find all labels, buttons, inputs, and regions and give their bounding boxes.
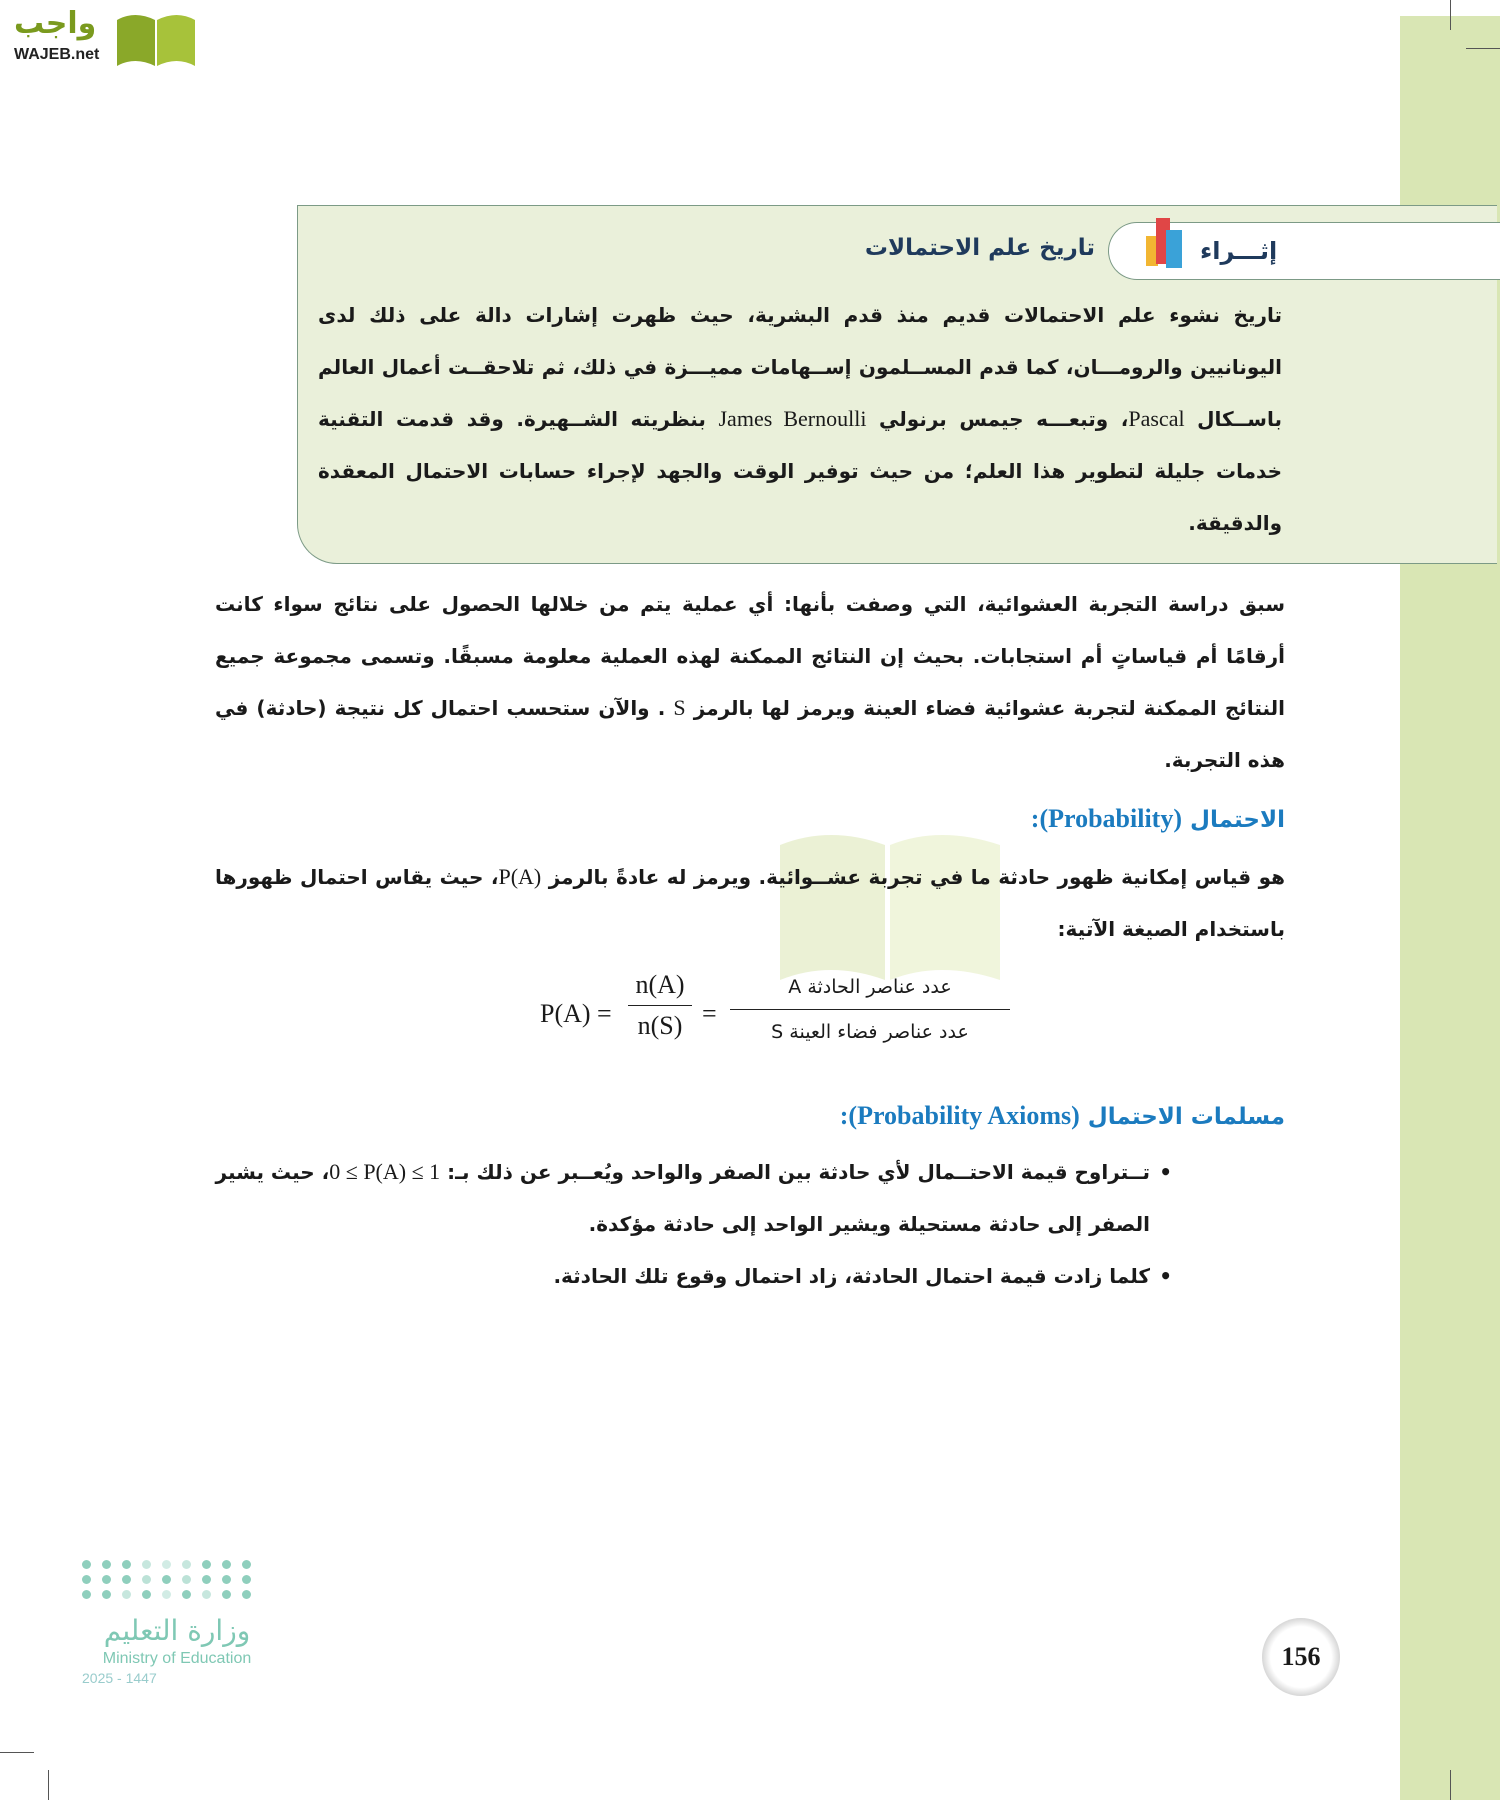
- probability-formula: [540, 969, 1010, 1065]
- crop-mark: [1450, 1770, 1451, 1800]
- wajeb-logo: [10, 6, 190, 66]
- ministry-logo: [82, 1560, 272, 1687]
- ministry-name-arabic: وزارة التعليم: [103, 1614, 251, 1647]
- probability-heading: الاحتمال (Probability):: [1030, 804, 1285, 833]
- crop-mark: [0, 1752, 34, 1753]
- crop-mark: [48, 1770, 49, 1800]
- enrichment-title: تاريخ علم الاحتمالات: [864, 235, 1095, 261]
- crop-mark: [1466, 48, 1500, 49]
- intro-paragraph: سبق دراسة التجربة العشوائية، التي وصفت بأنها: أي عملية يتم من خلالها الحصول على نتائج سواء كانت أرقامًا أم قياساتٍ أم استجابات. بحيث إن النتائج الممكنة لهذه العملية معلومة مسبقًا. وتسمى مجموعة جميع النتائج الممكنة لتجربة عشوائية فضاء العينة ويرمز لها بالرمز S . والآن ستحسب احتمال كل نتيجة (حادثة) في هذه التجربة.: [215, 592, 1286, 772]
- ministry-name-english: Ministry of Education: [102, 1650, 252, 1667]
- list-item: • كلما زادت قيمة احتمال الحادثة، زاد احتمال وقوع تلك الحادثة.: [215, 1250, 1150, 1302]
- formula-lhs: P(A) =: [540, 999, 612, 1028]
- formula-fraction: [628, 969, 692, 1042]
- book-icon: [115, 8, 197, 68]
- logo-arabic: واجب: [14, 6, 97, 41]
- crop-mark: [1450, 0, 1451, 30]
- axioms-list: [215, 1146, 1150, 1302]
- formula-denominator: n(S): [637, 1011, 683, 1040]
- ministry-year: 2025 - 1447: [82, 1670, 157, 1686]
- enrichment-text: تاريخ نشوء علم الاحتمالات قديم منذ قدم البشرية، حيث ظهرت إشارات دالة على ذلك لدى اليونانيين والرومـــان، كما قدم المســلمون إســهامات مميـــزة في ذلك، ثم تلاحقــت أعمال العالم باســكال Pascal، وتبعـــه جيمس برنولي James Bernoulli بنظريته الشــهيرة. وقد قدمت التقنية خدمات جليلة لتطوير هذا العلم؛ من حيث توفير الوقت والجهد لإجراء حسابات الاحتمال المعقدة والدقيقة.: [318, 303, 1282, 535]
- formula-numerator: n(A): [635, 970, 685, 999]
- page-number: 156: [1262, 1618, 1340, 1696]
- formula-arabic-numerator: عدد عناصر الحادثة A: [788, 976, 952, 998]
- bar-chart-icon: [1140, 214, 1190, 270]
- formula-arabic-denominator: عدد عناصر فضاء العينة S: [771, 1021, 969, 1043]
- enrichment-label: إثـــراء: [1200, 237, 1278, 265]
- logo-latin: WAJEB.net: [14, 46, 100, 63]
- list-item: • تــتراوح قيمة الاحتــمال لأي حادثة بين الصفر والواحد ويُعــبر عن ذلك بـ: 0 ≤ P(A) ≤ 1، حيث يشير الصفر إلى حادثة مستحيلة ويشير الواحد إلى حادثة مؤكدة.: [215, 1146, 1150, 1250]
- formula-arabic-fraction: [730, 971, 1010, 1048]
- ministry-emblem: [82, 1560, 272, 1599]
- probability-definition: هو قياس إمكانية ظهور حادثة ما في تجربة عشــوائية. ويرمز له عادةً بالرمز P(A)، حيث يقاس احتمال ظهورها باستخدام الصيغة الآتية:: [215, 864, 1285, 941]
- axioms-heading: مسلمات الاحتمال (Probability Axioms):: [839, 1101, 1285, 1130]
- formula-equals: =: [702, 999, 717, 1028]
- main-content: [215, 578, 1285, 1302]
